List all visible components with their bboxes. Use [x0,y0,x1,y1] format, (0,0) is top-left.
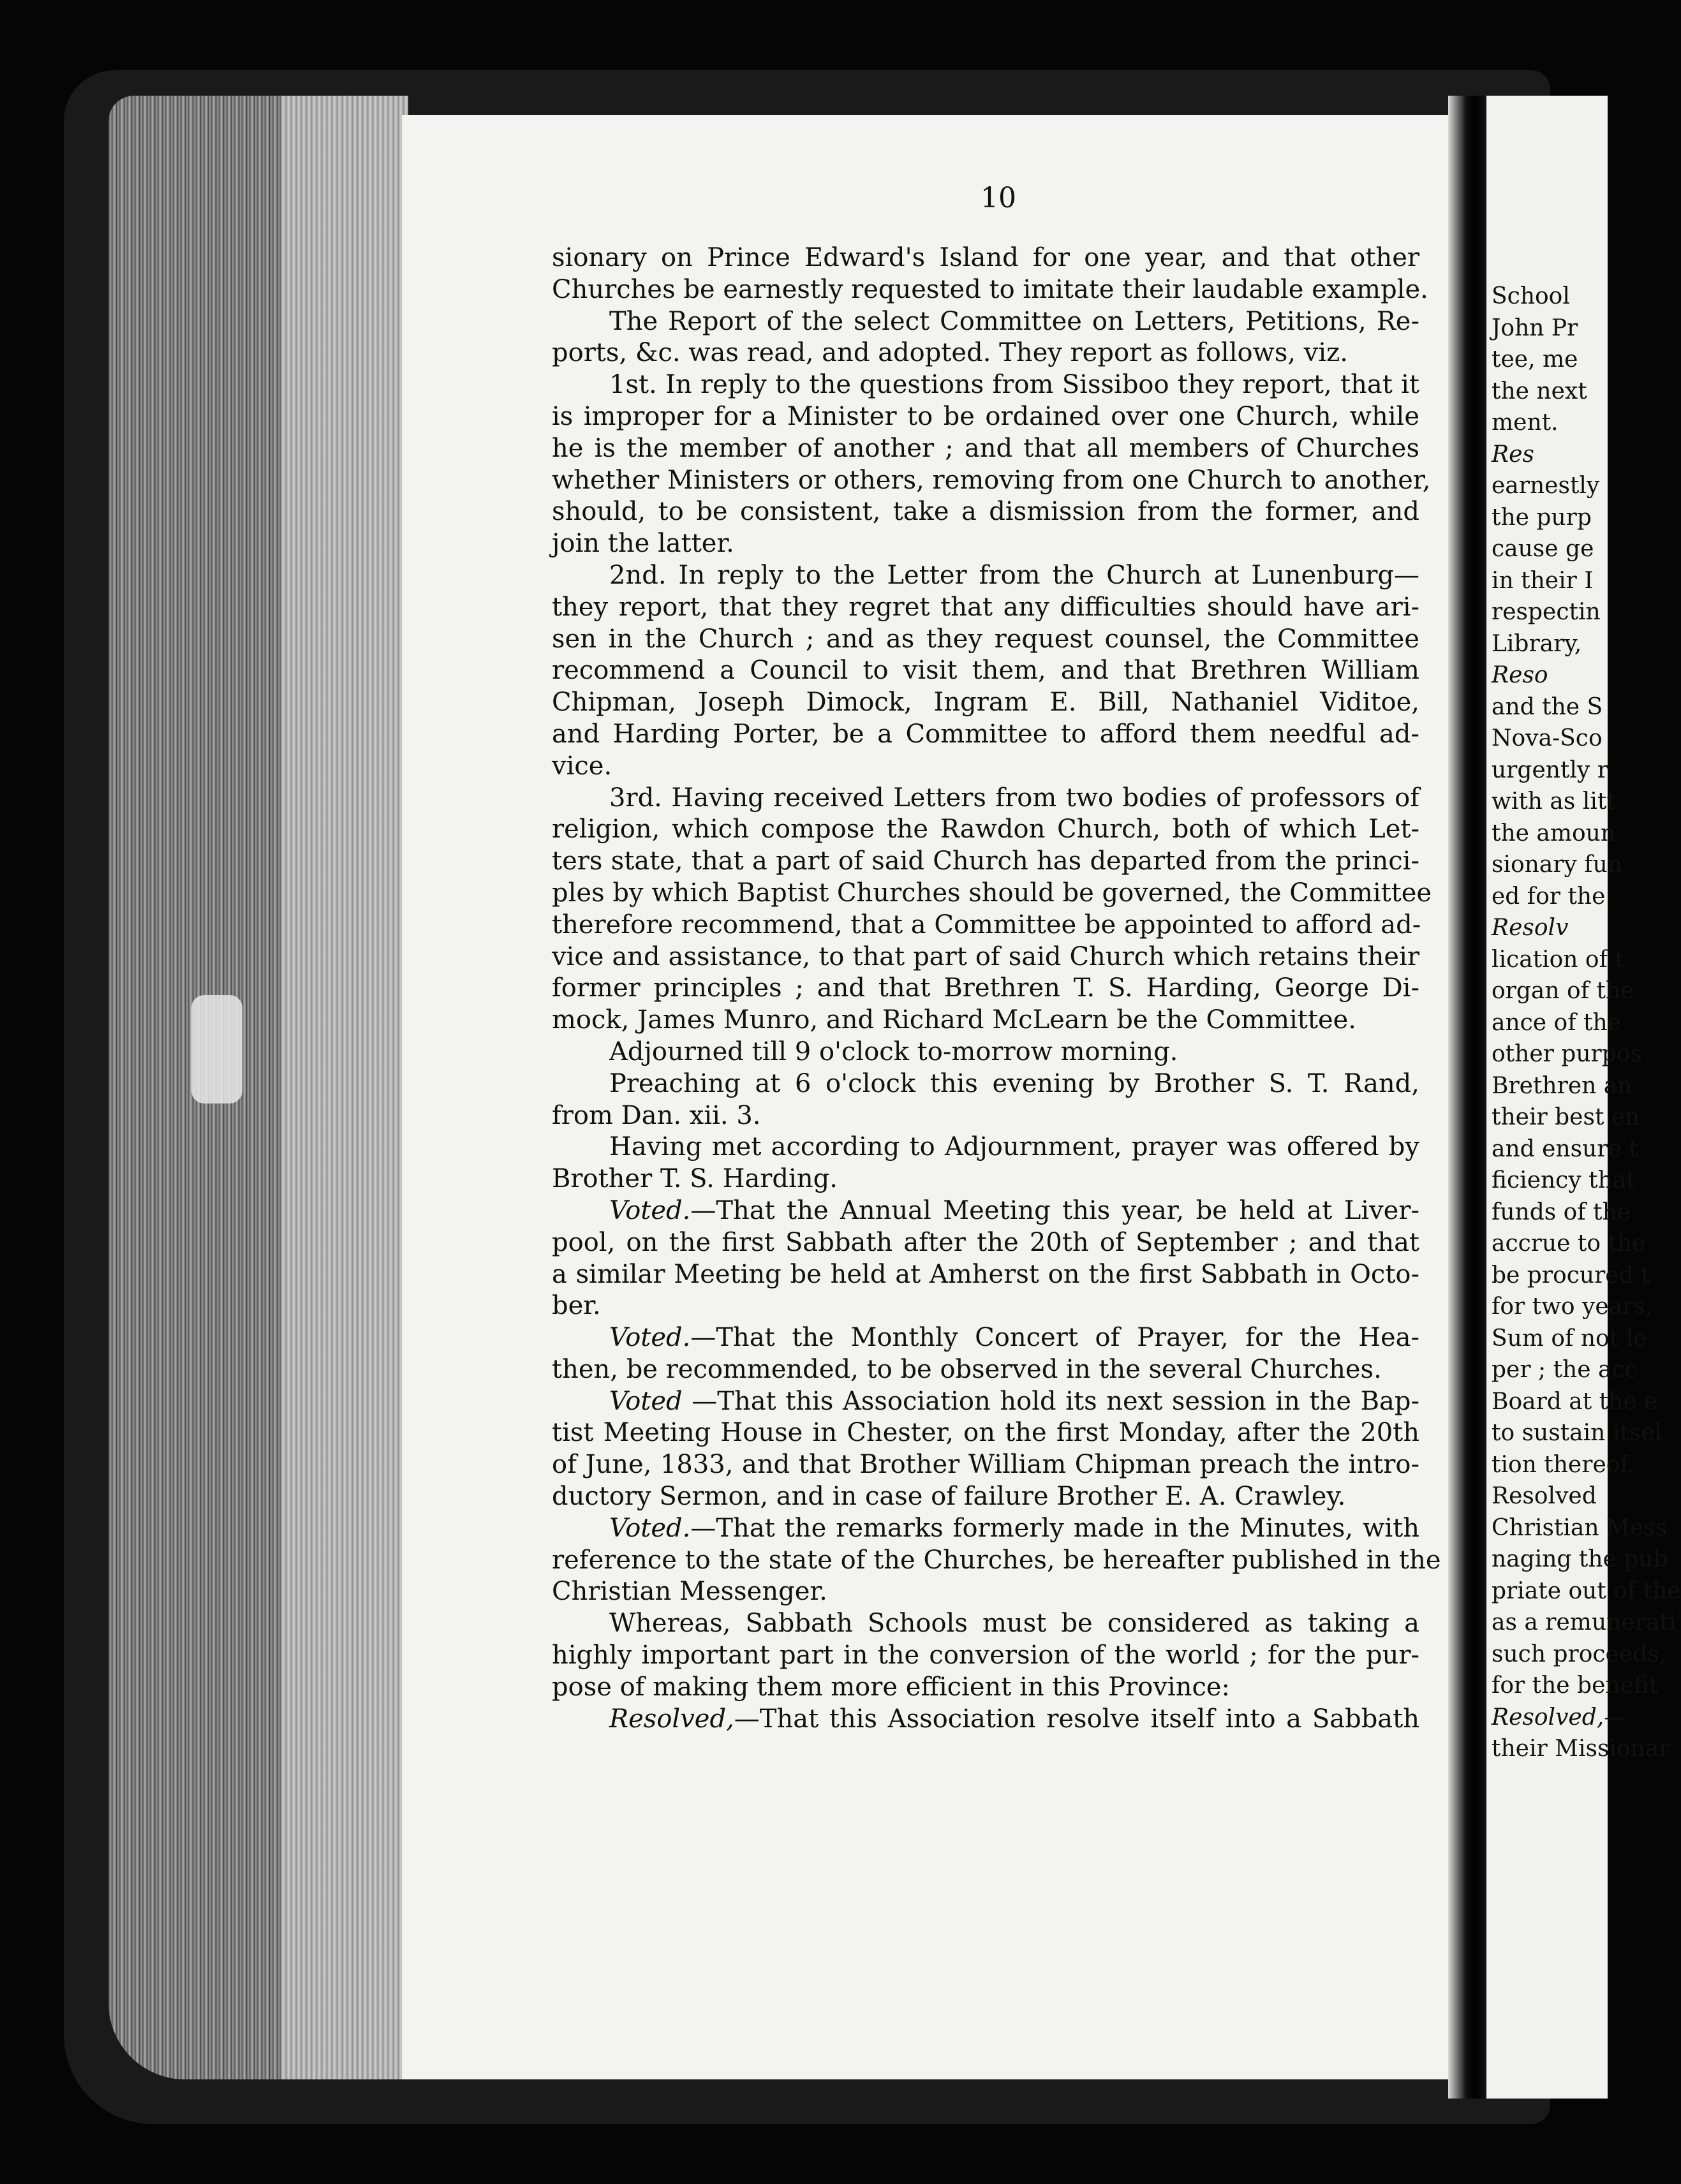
line-text: for two years, [1492,1294,1653,1320]
italic-lead: Voted. [609,1195,691,1225]
line-text: —That the Monthly Concert of Prayer, for the Hea- [690,1323,1419,1353]
line-text: —That this Association resolve itself into a Sabbath [734,1704,1419,1734]
facing-text-line [1492,1260,1650,1292]
facing-text-line [1492,1544,1668,1575]
line-text: ment. [1492,410,1559,436]
text-line [552,1545,1441,1577]
text-line [552,719,1419,751]
line-text: sionary on Prince Edward's Island for one year, and that other [552,243,1419,272]
facing-text-line [1492,1165,1636,1197]
line-text: earnestly [1492,473,1600,499]
page-number: 10 [981,182,1016,214]
line-text: Whereas, Sabbath Schools must be considered as taking a [609,1609,1419,1639]
facing-text-line [1492,1070,1633,1102]
line-text: lication of t [1492,946,1624,973]
italic-lead: Resolved, [609,1704,734,1734]
facing-text-line [1492,470,1619,502]
line-text: reference to the state of the Churches, be hereafter published in the [552,1545,1441,1575]
text-line [552,973,1419,1005]
text-line [552,369,1419,401]
facing-text-line [1492,344,1619,376]
text-line [552,1704,1419,1736]
line-text: —That this Association hold its next session in the Bap- [682,1386,1419,1416]
line-text: ports, &c. was read, and adopted. They report as follows, viz. [552,338,1348,368]
facing-text-line [1492,1512,1668,1544]
line-text: should, to be consistent, take a dismission from the former, and [552,497,1419,527]
line-text: ed for the [1492,883,1606,910]
text-line [552,1227,1419,1259]
line-text: tist Meeting House in Chester, on the first Monday, after the 20th [552,1418,1419,1448]
text-line [552,1259,1419,1291]
line-text: tee, me [1492,346,1578,373]
line-text: such proceeds, [1492,1641,1667,1667]
facing-text-line [1492,1323,1647,1355]
text-line [552,941,1419,973]
text-line [552,687,1419,719]
line-text: former principles ; and that Brethren T. S. Harding, George Di- [552,973,1419,1003]
line-text: and Harding Porter, be a Committee to afford them needful ad- [552,719,1419,749]
text-line [552,1608,1419,1640]
line-text: ters state, that a part of said Church has departed from the princi- [552,846,1419,876]
facing-text-line [1492,975,1634,1007]
line-text: ance of the [1492,1009,1621,1036]
line-text: per ; the acc [1492,1357,1638,1383]
text-line [552,1037,1419,1068]
facing-text-line [1492,407,1619,439]
text-line [552,624,1419,656]
facing-text-line [1492,1607,1677,1639]
line-text: naging the pub [1492,1546,1668,1572]
facing-text-line [1492,912,1619,944]
facing-text-line [1492,660,1619,691]
facing-text-line [1492,881,1619,913]
text-line [552,1322,1419,1354]
line-text: sen in the Church ; and as they request counsel, the Committee [552,624,1419,654]
line-text: sionary fun [1492,852,1622,878]
line-text: religion, which compose the Rawdon Church, both of which Let- [552,815,1419,845]
text-line [552,1132,1419,1163]
line-text: their best en [1492,1104,1640,1130]
italic-lead: Res [1492,441,1534,468]
line-text: the purp [1492,504,1592,531]
line-text: therefore recommend, that a Committee be appointed to afford ad- [552,910,1421,940]
facing-text-line [1492,1480,1619,1512]
text-line [552,1163,1419,1195]
line-text: with as litt [1492,788,1616,815]
line-text: cause ge [1492,536,1594,562]
line-text: their Missionar [1492,1736,1670,1762]
right-text-column [1492,281,1681,1765]
line-text: 1st. In reply to the questions from Sissiboo they report, that it [609,370,1419,400]
text-line [552,846,1419,878]
text-line [552,814,1419,846]
line-text: tion thereof. [1492,1451,1635,1478]
line-text: — [1604,1704,1627,1730]
line-text: and the S [1492,693,1603,720]
facing-text-line [1492,1449,1635,1481]
line-text: be procured t [1492,1262,1650,1288]
text-line [552,751,1419,783]
text-line [552,1100,1419,1132]
text-line [552,910,1419,941]
italic-lead: Resolved, [1492,1704,1604,1730]
facing-text-line [1492,376,1619,408]
line-text: respectin [1492,599,1601,625]
facing-text-line [1492,533,1619,565]
line-text: a similar Meeting be held at Amherst on the first Sabbath in Octo- [552,1259,1419,1289]
line-text: Resolved [1492,1483,1597,1509]
main-text-column [552,242,1441,1735]
text-line [552,337,1419,369]
facing-text-line [1492,1197,1631,1228]
facing-text-line [1492,1102,1640,1133]
facing-text-line [1492,1733,1670,1765]
line-text: Preaching at 6 o'clock this evening by Brother S. T. Rand, [609,1068,1419,1098]
line-text: Library, [1492,630,1582,657]
page-clip [191,995,242,1103]
line-text: priate out of the [1492,1577,1681,1604]
facing-text-line [1492,1133,1638,1165]
line-text: Brother T. S. Harding. [552,1164,838,1194]
line-text: they report, that they regret that any difficulties should have ari- [552,592,1419,622]
text-line [552,878,1432,910]
line-text: ber. [552,1291,601,1321]
text-line [552,1290,1419,1322]
facing-text-line [1492,944,1624,976]
line-text: as a remunerati [1492,1609,1677,1635]
facing-text-line [1492,281,1619,313]
line-text: pool, on the first Sabbath after the 20th of September ; and that [552,1227,1419,1257]
text-line [552,401,1419,433]
facing-text-line [1492,1228,1646,1260]
facing-text-line [1492,596,1619,628]
text-line [552,1386,1419,1418]
text-line [552,274,1428,306]
text-line [552,1417,1419,1449]
facing-text-line [1492,1702,1627,1734]
facing-text-line [1492,1007,1619,1039]
line-text: ficiency that [1492,1167,1636,1193]
text-line [552,560,1419,592]
facing-text-line [1492,1354,1638,1386]
line-text: and ensure t [1492,1135,1638,1162]
line-text: Christian Mess [1492,1514,1668,1541]
line-text: urgently r [1492,756,1608,783]
facing-text-line [1492,723,1619,755]
text-line [552,465,1431,497]
text-line [552,433,1419,465]
line-text: mock, James Munro, and Richard McLearn be the Committee. [552,1005,1357,1035]
facing-text-line [1492,1639,1667,1671]
facing-text-line [1492,786,1619,818]
line-text: highly important part in the conversion of the world ; for the pur- [552,1641,1419,1671]
facing-text-line [1492,1386,1658,1418]
text-line [552,1513,1419,1545]
text-line [552,592,1419,624]
line-text: then, be recommended, to be observed in the several Churches. [552,1354,1382,1384]
line-text: vice and assistance, to that part of said Church which retains their [552,941,1419,971]
facing-text-line [1492,1038,1642,1070]
line-text: recommend a Council to visit them, and that Brethren William [552,656,1419,686]
italic-lead: Reso [1492,662,1548,688]
line-text: The Report of the select Committee on Letters, Petitions, Re- [609,306,1419,336]
line-text: funds of the [1492,1199,1631,1225]
facing-text-line [1492,628,1619,660]
line-text: accrue to the [1492,1230,1646,1257]
line-text: Nova-Sco [1492,725,1603,751]
italic-lead: Voted [609,1386,683,1416]
line-text: the amoun [1492,820,1616,846]
line-text: Churches be earnestly requested to imitate their laudable example. [552,274,1428,304]
facing-text-line [1492,1670,1659,1702]
facing-text-line [1492,1575,1681,1607]
italic-lead: Voted. [609,1323,691,1353]
line-text: Board at the e [1492,1388,1658,1415]
text-line [552,496,1419,528]
line-text: join the latter. [552,529,734,559]
line-text: Chipman, Joseph Dimock, Ingram E. Bill, Nathaniel Viditoe, [552,688,1419,718]
line-text: Brethren an [1492,1072,1633,1099]
text-line [552,1354,1419,1386]
text-line [552,1672,1419,1704]
line-text: Sum of not le [1492,1325,1647,1352]
text-line [552,1195,1419,1227]
line-text: in their I [1492,567,1594,594]
line-text: pose of making them more efficient in this Province: [552,1672,1231,1702]
facing-text-line [1492,1291,1653,1323]
line-text: Having met according to Adjournment, prayer was offered by [609,1132,1419,1162]
line-text: he is the member of another ; and that all members of Churches [552,433,1419,463]
text-line [552,528,1419,560]
text-line [552,1481,1419,1513]
line-text: 2nd. In reply to the Letter from the Church at Lunenburg— [609,560,1419,590]
line-text: vice. [552,751,612,781]
line-text: —That the remarks formerly made in the Minutes, with [690,1513,1419,1543]
facing-text-line [1492,439,1619,471]
facing-text-line [1492,818,1619,850]
line-text: of June, 1833, and that Brother William Chipman preach the intro- [552,1450,1419,1480]
italic-lead: Voted. [609,1513,691,1543]
text-line [552,242,1419,274]
line-text: for the benefit [1492,1672,1659,1699]
facing-text-line [1492,1417,1662,1449]
line-text: John Pr [1492,314,1578,341]
text-line [552,655,1419,687]
line-text: Adjourned till 9 o'clock to-morrow morning. [609,1037,1178,1066]
italic-lead: Resolv [1492,915,1569,941]
text-line [552,306,1419,338]
page-edges-inner [281,96,408,2079]
facing-text-line [1492,755,1619,786]
line-text: the next [1492,378,1587,404]
text-line [552,1005,1419,1037]
text-line [552,1068,1419,1100]
line-text: ductory Sermon, and in case of failure Brother E. A. Crawley. [552,1482,1346,1512]
line-text: 3rd. Having received Letters from two bodies of professors of [609,783,1419,813]
line-text: organ of the [1492,978,1634,1004]
text-line [552,1576,1419,1608]
line-text: School [1492,283,1570,309]
facing-text-line [1492,502,1619,534]
line-text: ples by which Baptist Churches should be governed, the Committee [552,878,1432,908]
line-text: whether Ministers or others, removing from one Church to another, [552,465,1431,495]
text-line [552,1640,1419,1672]
facing-text-line [1492,313,1619,344]
facing-text-line [1492,565,1619,597]
line-text: is improper for a Minister to be ordained over one Church, while [552,401,1419,431]
line-text: to sustain itsel [1492,1420,1662,1446]
line-text: Christian Messenger. [552,1577,827,1607]
text-line [552,1449,1419,1481]
line-text: other purpos [1492,1041,1642,1067]
text-line [552,783,1419,815]
facing-text-line [1492,691,1619,723]
facing-text-line [1492,849,1622,881]
line-text: —That the Annual Meeting this year, be held at Liver- [690,1195,1419,1225]
line-text: from Dan. xii. 3. [552,1100,761,1130]
